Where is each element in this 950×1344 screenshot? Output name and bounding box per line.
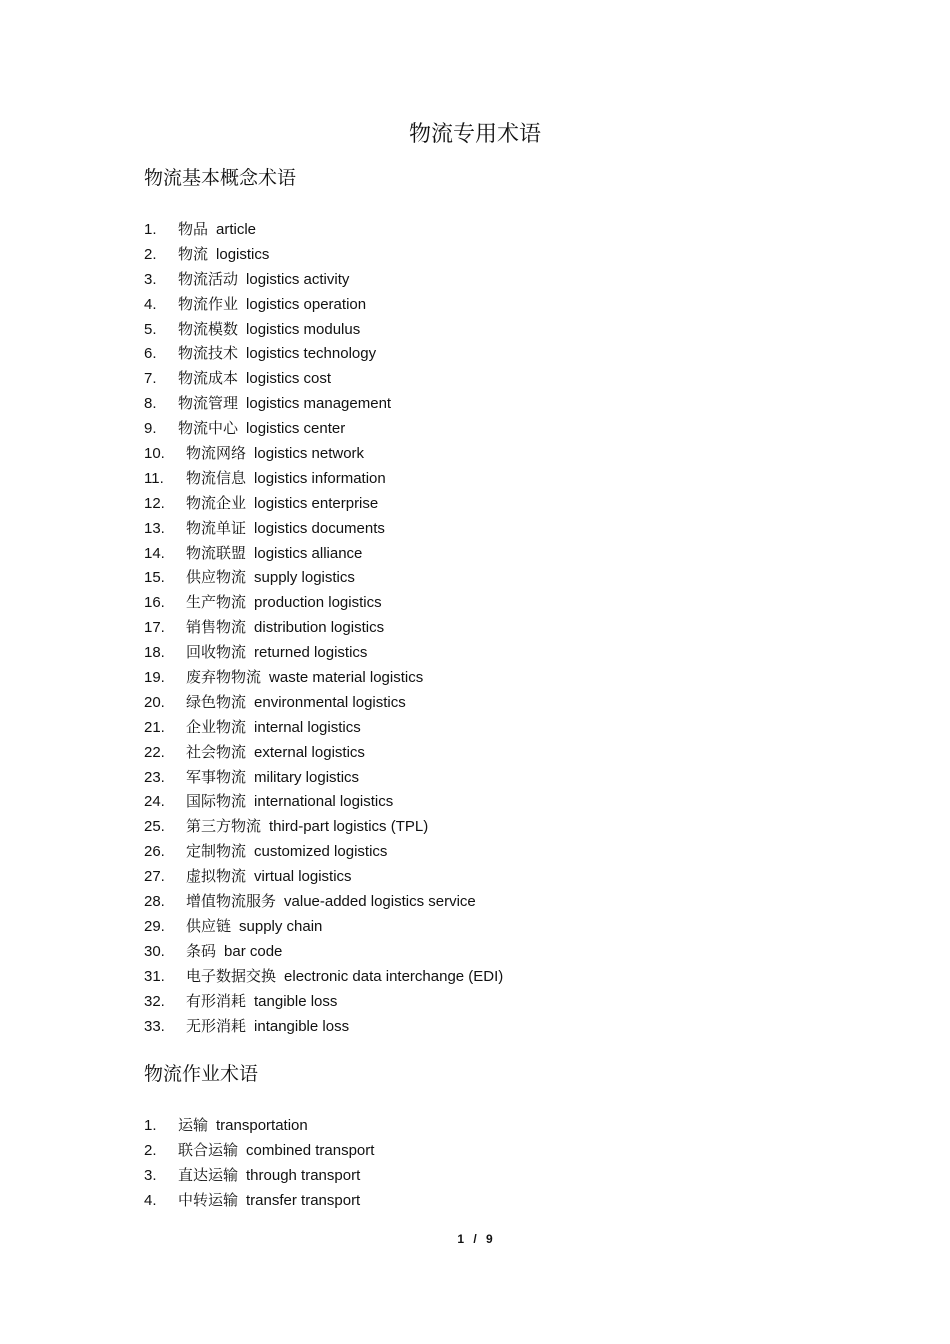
term-list-item xyxy=(144,615,503,640)
term-list-item xyxy=(144,740,503,765)
term-chinese: 供应物流 xyxy=(186,568,247,587)
term-list-item xyxy=(144,516,503,541)
term-english: environmental logistics xyxy=(254,693,406,711)
term-english: logistics documents xyxy=(254,519,385,537)
term-english: distribution logistics xyxy=(254,619,385,637)
term-number: 15. xyxy=(144,569,165,587)
term-list-item xyxy=(144,640,503,665)
term-list-item xyxy=(144,889,503,914)
term-english: logistics activity xyxy=(246,270,350,288)
term-number: 25. xyxy=(144,818,165,836)
term-english: transportation xyxy=(216,1117,308,1134)
term-chinese: 国际物流 xyxy=(186,792,247,811)
term-number: 3. xyxy=(144,1166,157,1184)
term-chinese: 物流企业 xyxy=(186,493,247,512)
term-list-item xyxy=(144,466,503,491)
term-list-item xyxy=(144,267,503,292)
term-chinese: 物流管理 xyxy=(178,394,239,413)
term-english: logistics xyxy=(216,245,270,263)
term-english: combined transport xyxy=(246,1141,375,1159)
term-chinese: 运输 xyxy=(178,1116,209,1134)
term-chinese: 销售物流 xyxy=(186,618,247,637)
term-number: 1. xyxy=(144,221,157,238)
term-number: 2. xyxy=(144,1141,157,1159)
term-list-item xyxy=(144,217,503,242)
term-number: 5. xyxy=(144,320,157,338)
term-english: third-part logistics (TPL) xyxy=(269,818,429,836)
term-number: 9. xyxy=(144,420,157,438)
term-number: 4. xyxy=(144,295,157,313)
term-chinese: 物流网络 xyxy=(186,444,247,463)
term-chinese: 绿色物流 xyxy=(186,692,247,711)
term-english: logistics operation xyxy=(246,295,367,313)
term-list-item xyxy=(144,715,503,740)
term-chinese: 中转运输 xyxy=(178,1190,239,1209)
term-number: 13. xyxy=(144,519,165,537)
term-chinese: 企业物流 xyxy=(186,717,247,736)
term-list-item xyxy=(144,391,503,416)
term-chinese: 物流中心 xyxy=(178,419,239,438)
term-chinese: 虚拟物流 xyxy=(186,867,247,886)
term-number: 18. xyxy=(144,644,165,662)
term-english: customized logistics xyxy=(254,843,388,861)
term-number: 22. xyxy=(144,743,165,761)
term-list-item xyxy=(144,242,503,267)
term-number: 27. xyxy=(144,868,165,886)
term-chinese: 联合运输 xyxy=(178,1140,239,1159)
term-number: 14. xyxy=(144,544,165,562)
term-chinese: 物流联盟 xyxy=(186,543,247,562)
term-list-item xyxy=(144,416,503,441)
term-english: military logistics xyxy=(254,768,360,786)
term-number: 30. xyxy=(144,942,165,960)
term-english: logistics technology xyxy=(246,345,377,363)
term-english: logistics alliance xyxy=(254,544,363,562)
term-list-item xyxy=(144,341,503,366)
term-english: logistics cost xyxy=(246,370,332,388)
term-number: 10. xyxy=(144,445,165,463)
term-list-item xyxy=(144,665,503,690)
term-number: 11. xyxy=(144,469,164,487)
term-chinese: 物流单证 xyxy=(186,518,247,537)
term-list-item xyxy=(144,491,503,516)
term-list-item xyxy=(144,839,503,864)
term-list-item xyxy=(144,914,503,939)
term-number: 23. xyxy=(144,768,165,786)
term-list-operations xyxy=(144,1113,374,1213)
term-number: 33. xyxy=(144,1017,165,1035)
term-chinese: 有形消耗 xyxy=(186,991,247,1010)
term-list-item xyxy=(144,789,503,814)
term-number: 6. xyxy=(144,345,157,363)
term-list-item xyxy=(144,541,503,566)
term-list-basic-concepts xyxy=(144,217,503,1038)
term-english: returned logistics xyxy=(254,644,368,662)
term-chinese: 增值物流服务 xyxy=(186,892,277,911)
term-chinese: 物流成本 xyxy=(178,369,239,388)
term-number: 12. xyxy=(144,494,165,512)
term-number: 21. xyxy=(144,718,165,736)
term-number: 1. xyxy=(144,1117,157,1134)
term-english: international logistics xyxy=(254,793,394,811)
term-chinese: 物流技术 xyxy=(178,344,239,363)
term-list-item xyxy=(144,1138,374,1163)
term-english: electronic data interchange (EDI) xyxy=(284,967,504,985)
term-list-item xyxy=(144,1188,374,1213)
term-list-item xyxy=(144,1014,503,1039)
term-english: logistics modulus xyxy=(246,320,361,338)
term-chinese: 无形消耗 xyxy=(186,1016,247,1035)
term-english: through transport xyxy=(246,1166,361,1184)
term-chinese: 生产物流 xyxy=(186,593,247,612)
term-english: virtual logistics xyxy=(254,868,352,886)
term-list-item xyxy=(144,590,503,615)
section-heading-basic-concepts: 物流基本概念术语 xyxy=(144,167,297,189)
term-number: 29. xyxy=(144,917,165,935)
term-number: 17. xyxy=(144,619,165,637)
term-list-item xyxy=(144,864,503,889)
term-number: 2. xyxy=(144,245,157,263)
term-chinese: 定制物流 xyxy=(186,842,247,861)
term-english: logistics network xyxy=(254,445,365,463)
term-english: supply logistics xyxy=(254,569,355,587)
term-english: bar code xyxy=(224,942,283,960)
term-english: logistics center xyxy=(246,420,346,438)
term-english: logistics information xyxy=(254,469,386,487)
term-number: 31. xyxy=(144,967,165,985)
term-number: 32. xyxy=(144,992,165,1010)
term-list-item xyxy=(144,765,503,790)
term-english: production logistics xyxy=(254,594,382,612)
term-list-item xyxy=(144,690,503,715)
term-list-item xyxy=(144,292,503,317)
term-list-item xyxy=(144,939,503,964)
term-number: 19. xyxy=(144,669,165,687)
term-number: 16. xyxy=(144,594,165,612)
term-chinese: 直达运输 xyxy=(178,1165,239,1184)
term-number: 8. xyxy=(144,395,157,413)
term-number: 26. xyxy=(144,843,165,861)
term-chinese: 条码 xyxy=(186,941,217,960)
term-english: value-added logistics service xyxy=(284,893,476,911)
term-number: 3. xyxy=(144,270,157,288)
term-english: logistics enterprise xyxy=(254,494,379,512)
section-heading-operations: 物流作业术语 xyxy=(144,1063,259,1085)
term-chinese: 军事物流 xyxy=(186,767,247,786)
term-chinese: 物流 xyxy=(178,244,209,263)
term-chinese: 电子数据交换 xyxy=(186,966,277,985)
term-number: 28. xyxy=(144,893,165,911)
term-list-item xyxy=(144,317,503,342)
term-chinese: 物流活动 xyxy=(178,269,239,288)
term-english: intangible loss xyxy=(254,1017,350,1035)
term-chinese: 回收物流 xyxy=(186,643,247,662)
term-list-item xyxy=(144,565,503,590)
term-number: 24. xyxy=(144,793,165,811)
term-english: internal logistics xyxy=(254,718,361,736)
term-chinese: 物品 xyxy=(178,220,209,238)
term-list-item xyxy=(144,989,503,1014)
term-chinese: 废弃物物流 xyxy=(186,668,262,687)
term-list-item xyxy=(144,1113,374,1138)
term-list-item xyxy=(144,366,503,391)
term-english: logistics management xyxy=(246,395,392,413)
term-list-item xyxy=(144,964,503,989)
term-chinese: 物流信息 xyxy=(186,468,247,487)
term-english: external logistics xyxy=(254,743,365,761)
term-list-item xyxy=(144,1163,374,1188)
term-chinese: 供应链 xyxy=(186,916,232,935)
term-number: 20. xyxy=(144,693,165,711)
term-chinese: 物流模数 xyxy=(178,319,239,338)
term-english: article xyxy=(216,221,257,238)
term-number: 4. xyxy=(144,1191,157,1209)
term-english: waste material logistics xyxy=(269,669,424,687)
term-chinese: 第三方物流 xyxy=(186,817,262,836)
term-number: 7. xyxy=(144,370,157,388)
term-english: tangible loss xyxy=(254,992,338,1010)
term-list-item xyxy=(144,814,503,839)
page-number: 1 / 9 xyxy=(457,1232,493,1246)
term-english: transfer transport xyxy=(246,1191,361,1209)
term-list-item xyxy=(144,441,503,466)
document-title: 物流专用术语 xyxy=(408,122,541,147)
term-chinese: 物流作业 xyxy=(178,294,239,313)
term-english: supply chain xyxy=(239,917,323,935)
term-chinese: 社会物流 xyxy=(186,742,247,761)
